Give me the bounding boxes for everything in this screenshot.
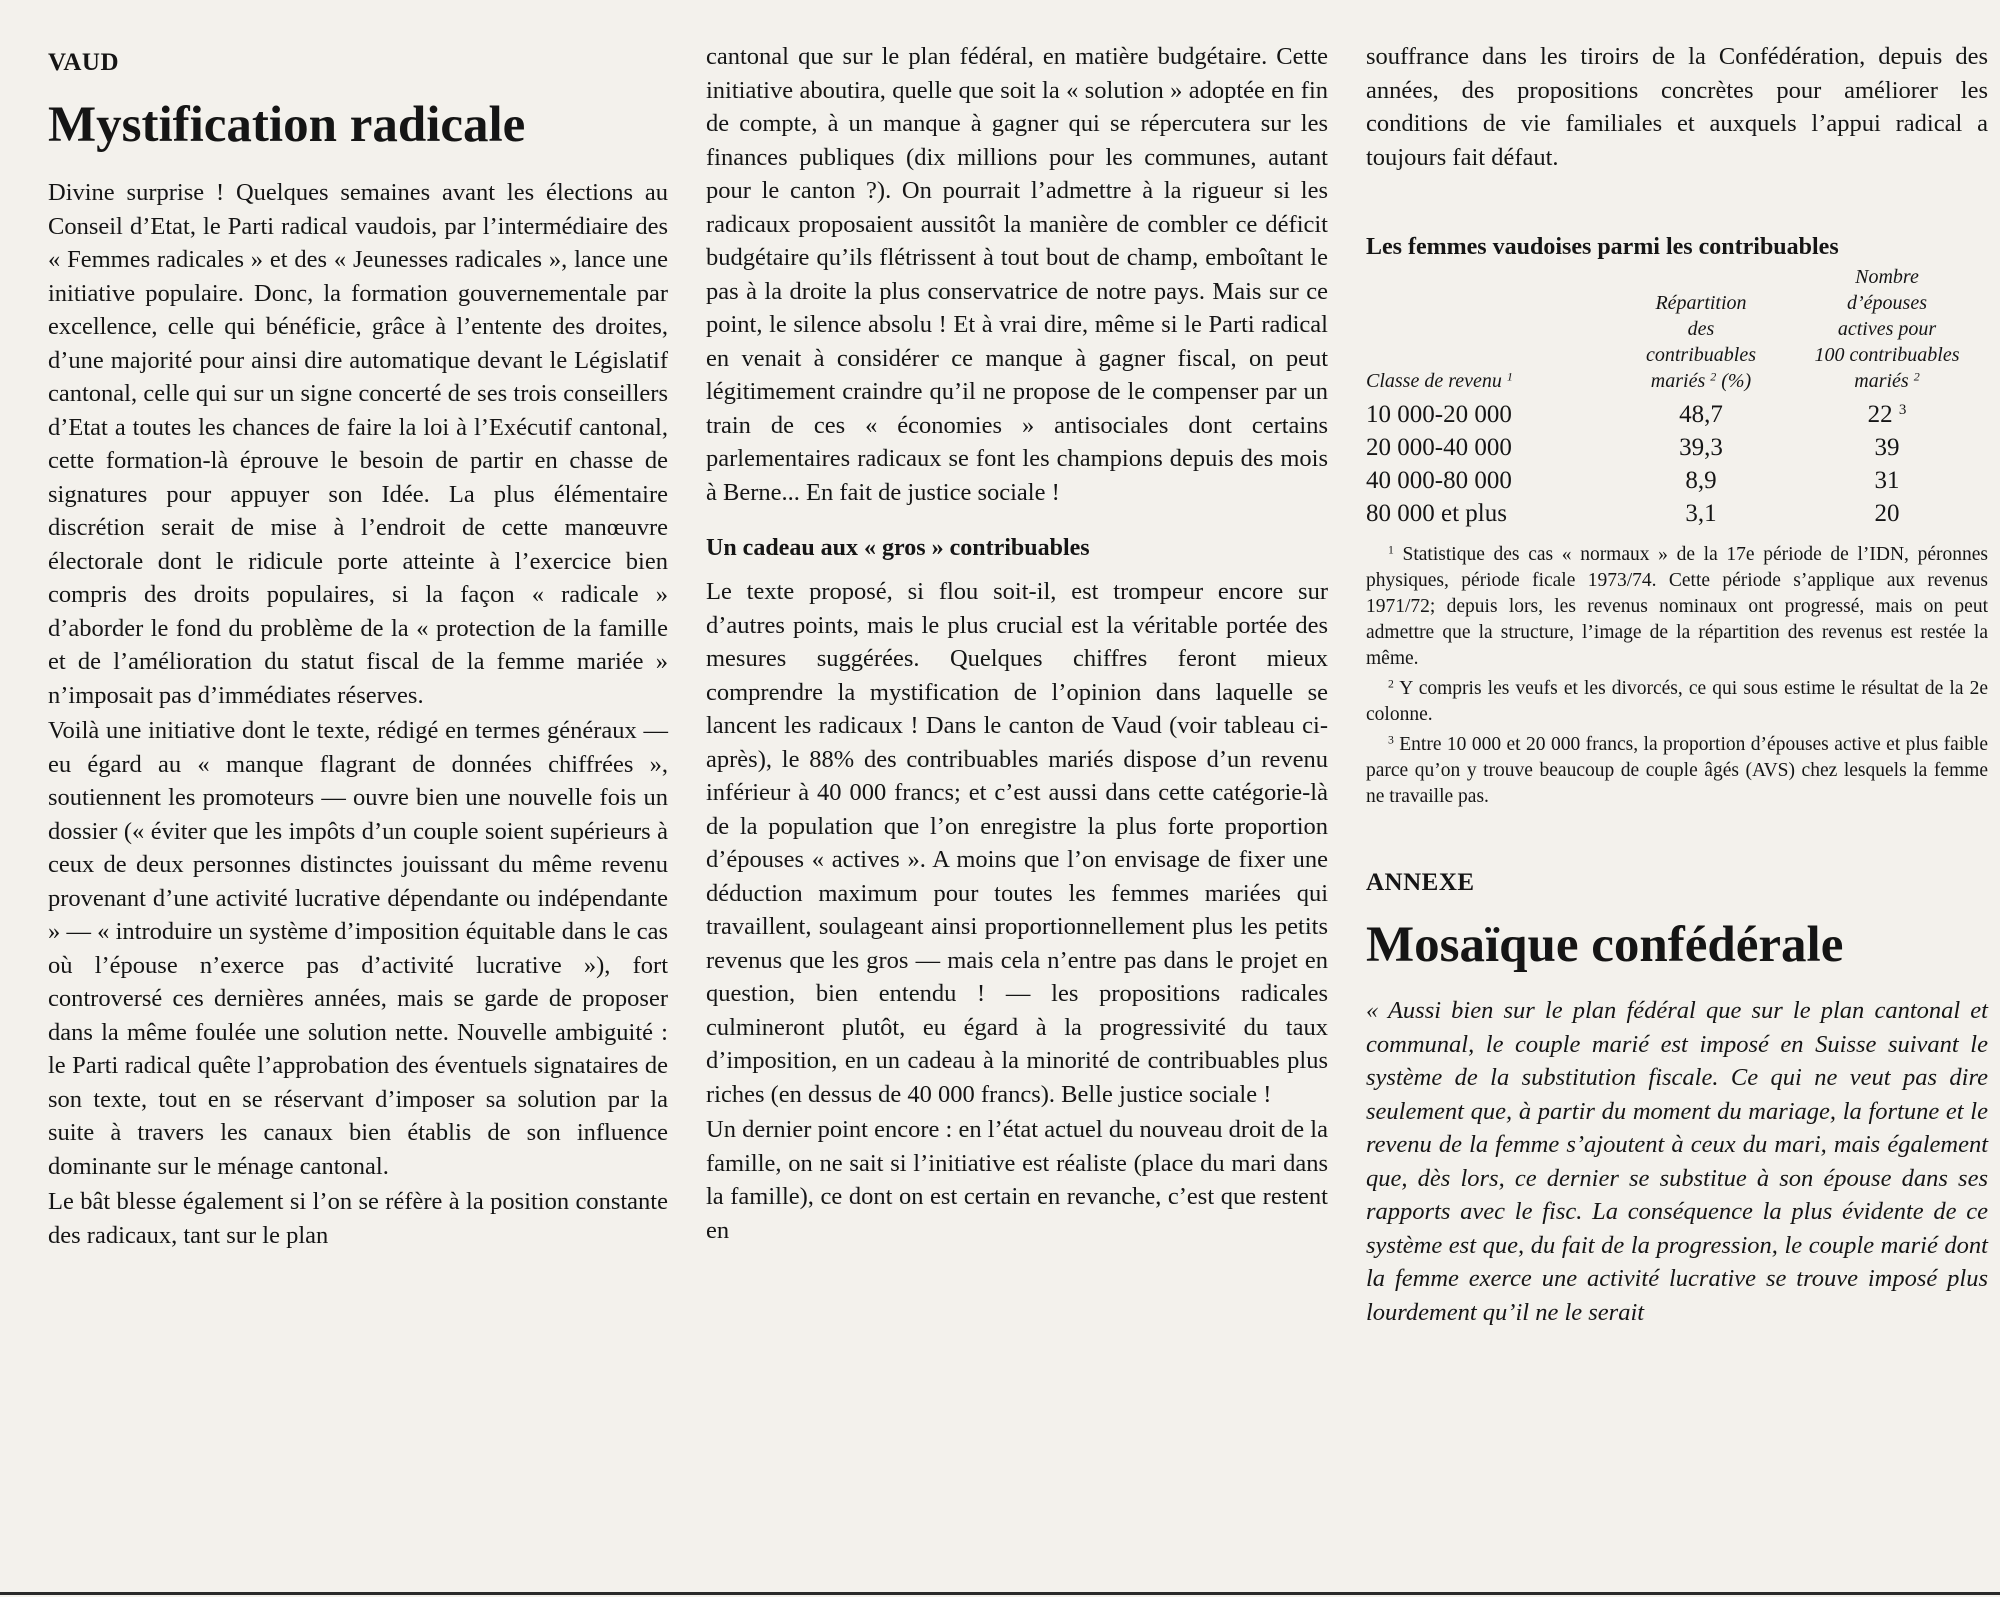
footnote: $^2$ Y compris les veufs et les divorcés, ce qui sous estime le résultat de la 2e colonne. — [1366, 677, 1988, 725]
cell-distribution: 8,9 — [1685, 467, 1717, 494]
annex-kicker: ANNEXE — [1366, 869, 1475, 896]
article-paragraph: Le texte proposé, si flou soit-il, est trompeur encore sur d’autres points, mais le plus crucial est la véritable portée des mesures suggérées. Quelques chiffres feront mieux comprendre la mystification de l’opinion dans laquelle se lancent les radicaux ! Dans le canton de Vaud (voir tableau ci-après), le 88% des contribuables mariés dispose d’un revenu inférieur à 40 000 francs; et c’est aussi dans cette catégorie-là de la population que l’on enregistre la plus forte proportion d’épouses « actives ». A moins que l’on envisage de fixer une déduction maximum pour toutes les femmes mariées qui travaillent, soulageant ainsi proportionnellement plus les petits revenus que les gros — mais cela n’entre pas dans le projet en question, bien entendu ! — les propositions radicales culmineront plutôt, eu égard à la progressivité du taux d’imposition, en un cadeau à la minorité de contribuables plus riches (en dessus de 40 000 francs). Belle justice sociale ! — [706, 578, 1328, 1108]
column-2 — [706, 40, 1328, 1247]
column-1 — [48, 48, 668, 1252]
cell-income-class: 40 000-80 000 — [1366, 467, 1512, 494]
income-table-block — [1366, 232, 1988, 810]
cell-income-class: 20 000-40 000 — [1366, 434, 1512, 461]
header-income-class: Classe de revenu $^1$ — [1366, 369, 1513, 392]
table-row — [1366, 464, 1988, 497]
table-footnotes — [1366, 542, 1988, 810]
cell-active-wives: 31 — [1874, 467, 1900, 494]
article-paragraph: Divine surprise ! Quelques semaines avant les élections au Conseil d’Etat, le Parti radical vaudois, par l’intermédiaire des « Femmes radicales » et des « Jeunesses radicales », lance une initiative populaire. Donc, la formation gouvernementale par excellence, celle qui bénéficie, grâce à l’entente des droites, d’une majorité pour ainsi dire automatique devant le Législatif cantonal, celle qui sur un signe concerté de ses trois conseillers d’Etat a toutes les chances de faire la loi à l’Exécutif cantonal, cette formation-là éprouve le besoin de partir en chasse de signatures pour appuyer son Idée. La plus élémentaire discrétion serait de mise à l’endroit de cette manœuvre électorale dont le ridicule porte atteinte à l’exercice bien compris des droits populaires, si la façon « radicale » d’aborder le fond du problème de la « protection de la famille et de l’amélioration du statut fiscal de la femme mariée » n’imposait pas d’immédiates réserves. — [48, 179, 668, 709]
article-paragraph: souffrance dans les tiroirs de la Confédération, depuis des années, des propositions concrètes pour améliorer les conditions de vie familiales et auxquels l’appui radical a toujours fait défaut. — [1366, 43, 1988, 171]
table-title: Les femmes vaudoises parmi les contribuables — [1366, 234, 1839, 260]
cell-active-wives: 39 — [1874, 434, 1900, 461]
cell-distribution: 48,7 — [1679, 401, 1723, 428]
bottom-rule — [0, 1592, 2000, 1595]
column-3 — [1366, 40, 1988, 1329]
article-paragraph: Le bât blesse également si l’on se réfère à la position constante des radicaux, tant sur le plan — [48, 1188, 668, 1249]
cell-active-wives: 22 $^3$ — [1867, 401, 1907, 428]
footnote: $^1$ Statistique des cas « normaux » de la 17e période de l’IDN, péronnes physiques, période ficale 1973/74. Cette période s’applique aux revenus 1971/72; depuis lors, les revenus nominaux ont progressé, mais on peut admettre que la structure, l’image de la répartition des revenus est restée la même. — [1366, 543, 1988, 669]
cell-distribution: 3,1 — [1685, 500, 1717, 527]
table-row — [1366, 497, 1988, 530]
table-row — [1366, 398, 1988, 431]
annex-paragraph: « Aussi bien sur le plan fédéral que sur le plan cantonal et communal, le couple marié est imposé en Suisse suivant le système de la substitution fiscale. Ce qui ne veut pas dire seulement que, à partir du moment du mariage, la fortune et le revenu de la femme s’ajoutent à ceux du mari, mais également que, dès lors, ce dernier se substitue à son épouse dans ses rapports avec le fisc. La conséquence la plus évidente de ce système est que, du fait de la progression, le couple marié dont la femme exerce une activité lucrative se trouve imposé plus lourdement qu’il ne le serait — [1366, 997, 1988, 1326]
section-kicker: VAUD — [48, 49, 119, 76]
cell-active-wives: 20 — [1874, 500, 1900, 527]
article-paragraph: Voilà une initiative dont le texte, rédigé en termes généraux — eu égard au « manque flagrant de données chiffrées », soutiennent les promoteurs — ouvre bien une nouvelle fois un dossier (« éviter que les impôts d’un couple soient supérieurs à ceux de deux personnes distinctes jouissant du même revenu provenant d’une activité lucrative dépendante ou indépendante » — « introduire un système d’imposition équitable dans le cas où l’épouse n’exerce pas d’activité lucrative »), fort controversé ces dernières années, mais se garde de proposer dans la même foulée une solution nette. Nouvelle ambiguité : le Parti radical quête l’approbation des éventuels signataires de son texte, tout en se réservant d’imposer sa solution par la suite à travers les canaux bien établis de son influence dominante sur le ménage cantonal. — [48, 717, 668, 1180]
table-row — [1366, 431, 1988, 464]
table-header-row — [1366, 264, 1988, 398]
cell-distribution: 39,3 — [1679, 434, 1723, 461]
income-table — [1366, 264, 1988, 530]
article-title: Mystification radicale — [48, 97, 526, 153]
article-paragraph: Un dernier point encore : en l’état actuel du nouveau droit de la famille, on ne sait si l’initiative est réaliste (place du mari dans la famille), ce dont on est certain en revanche, c’est que restent en — [706, 1116, 1328, 1244]
footnote: $^3$ Entre 10 000 et 20 000 francs, la proportion d’épouses active et plus faible parce qu’on y trouve beaucoup de couple âgés (AVS) chez lesquels la femme ne travaille pas. — [1366, 733, 1988, 807]
header-active-wives: Nombre d’épouses actives pour 100 contribuables mariés $^2$ — [1814, 266, 1960, 392]
header-distribution: Répartition des contribuables mariés $^2$ (%) — [1646, 292, 1756, 392]
cell-income-class: 10 000-20 000 — [1366, 401, 1512, 428]
article-paragraph: cantonal que sur le plan fédéral, en matière budgétaire. Cette initiative aboutira, quelle que soit la « solution » adoptée en fin de compte, à un manque à gagner qui se répercutera sur les finances publiques (dix millions pour les communes, autant pour le canton ?). On pourrait l’admettre à la rigueur si les radicaux proposaient aussitôt la manière de combler ce déficit budgétaire qu’ils flétrissent à tout bout de champ, emboîtant le pas à la droite la plus conservatrice de notre pays. Mais sur ce point, le silence absolu ! Et à vrai dire, même si le Parti radical en venait à considérer ce manque à gagner fiscal, on peut légitimement craindre qu’il ne propose de le compenser par un train de ces « économies » antisociales dont certains parlementaires radicaux se font les champions depuis des mois à Berne... En fait de justice sociale ! — [706, 43, 1328, 506]
annex-title: Mosaïque confédérale — [1366, 917, 1844, 973]
article-subheading: Un cadeau aux « gros » contribuables — [706, 535, 1090, 561]
cell-income-class: 80 000 et plus — [1366, 500, 1507, 527]
